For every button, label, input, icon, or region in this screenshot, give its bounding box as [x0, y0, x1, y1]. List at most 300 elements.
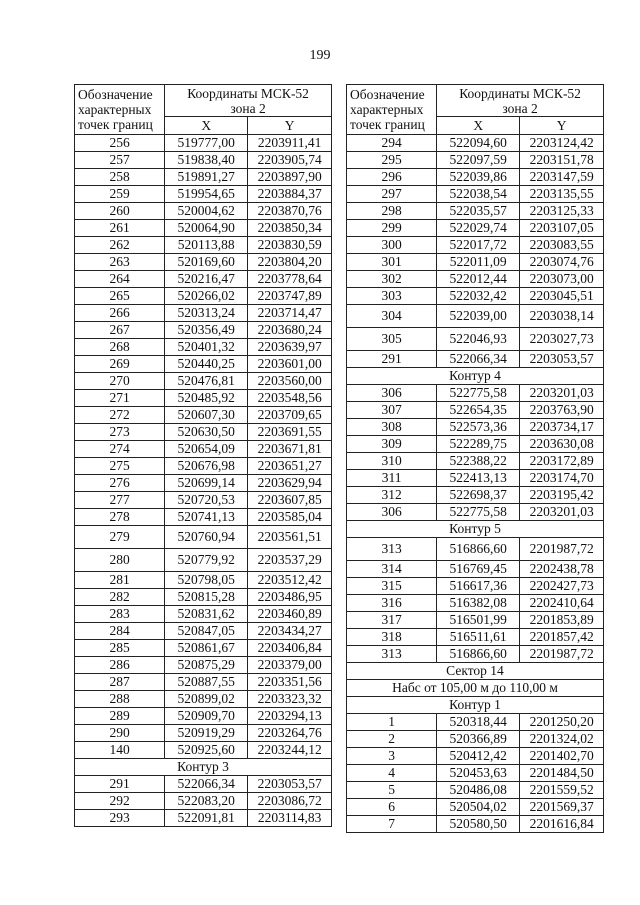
section-row: [347, 663, 604, 680]
x-coordinate-cell: 520366,89: [437, 731, 520, 748]
table-row: [75, 254, 332, 271]
x-coordinate-cell: 522698,37: [437, 487, 520, 504]
x-coordinate-cell: 520169,60: [165, 254, 248, 271]
x-coordinate-cell: 522038,54: [437, 186, 520, 203]
y-coordinate-cell: 2202427,73: [520, 578, 604, 595]
y-coordinate-cell: 2201569,37: [520, 799, 604, 816]
table-body-right: [347, 135, 604, 833]
point-id-cell: 313: [347, 538, 437, 561]
point-id-cell: 7: [347, 816, 437, 833]
section-label: Контур 1: [347, 697, 604, 714]
section-label: Контур 4: [347, 368, 604, 385]
y-coordinate-cell: 2203201,03: [520, 385, 604, 402]
table-row: [347, 305, 604, 328]
section-label: Набс от 105,00 м до 110,00 м: [347, 680, 604, 697]
table-row: [75, 475, 332, 492]
x-coordinate-cell: 516511,61: [437, 629, 520, 646]
y-coordinate-cell: 2203714,47: [248, 305, 332, 322]
x-coordinate-cell: 520831,62: [165, 606, 248, 623]
y-coordinate-cell: 2202438,78: [520, 561, 604, 578]
table-body-left: [75, 135, 332, 827]
x-coordinate-cell: 522289,75: [437, 436, 520, 453]
x-coordinate-cell: 520004,62: [165, 203, 248, 220]
section-label: Контур 5: [347, 521, 604, 538]
x-header: X: [165, 117, 248, 135]
point-id-cell: 311: [347, 470, 437, 487]
y-header: Y: [520, 117, 604, 135]
point-id-cell: 257: [75, 152, 165, 169]
point-id-cell: 313: [347, 646, 437, 663]
x-coordinate-cell: 522066,34: [165, 776, 248, 793]
table-row: [347, 714, 604, 731]
point-id-cell: 260: [75, 203, 165, 220]
table-row: [75, 441, 332, 458]
y-coordinate-cell: 2201559,52: [520, 782, 604, 799]
x-coordinate-cell: 516866,60: [437, 538, 520, 561]
x-header: X: [437, 117, 520, 135]
x-coordinate-cell: 519954,65: [165, 186, 248, 203]
coordinates-header: Координаты МСК-52 зона 2: [165, 85, 332, 117]
y-coordinate-cell: 2203905,74: [248, 152, 332, 169]
x-coordinate-cell: 520861,67: [165, 640, 248, 657]
x-coordinate-cell: 520630,50: [165, 424, 248, 441]
y-coordinate-cell: 2201853,89: [520, 612, 604, 629]
table-row: [347, 595, 604, 612]
x-coordinate-cell: 522388,22: [437, 453, 520, 470]
point-id-cell: 297: [347, 186, 437, 203]
y-coordinate-cell: 2203709,65: [248, 407, 332, 424]
point-id-cell: 278: [75, 509, 165, 526]
y-coordinate-cell: 2203135,55: [520, 186, 604, 203]
point-id-cell: 270: [75, 373, 165, 390]
table-row: [75, 356, 332, 373]
table-row: [347, 504, 604, 521]
x-coordinate-cell: 522039,00: [437, 305, 520, 328]
y-coordinate-cell: 2203460,89: [248, 606, 332, 623]
point-designation-header: Обозначение характерных точек границ: [75, 85, 165, 135]
x-coordinate-cell: 522046,93: [437, 328, 520, 351]
x-coordinate-cell: 520847,05: [165, 623, 248, 640]
point-id-cell: 285: [75, 640, 165, 657]
table-row: [347, 731, 604, 748]
table-row: [347, 646, 604, 663]
y-coordinate-cell: 2203607,85: [248, 492, 332, 509]
point-id-cell: 271: [75, 390, 165, 407]
table-row: [347, 152, 604, 169]
table-row: [75, 407, 332, 424]
x-coordinate-cell: 520875,29: [165, 657, 248, 674]
point-id-cell: 308: [347, 419, 437, 436]
y-coordinate-cell: 2201402,70: [520, 748, 604, 765]
table-row: [347, 237, 604, 254]
y-coordinate-cell: 2202410,64: [520, 595, 604, 612]
section-row: [75, 759, 332, 776]
y-coordinate-cell: 2203512,42: [248, 572, 332, 589]
y-coordinate-cell: 2203560,00: [248, 373, 332, 390]
x-coordinate-cell: 520798,05: [165, 572, 248, 589]
table-row: [347, 402, 604, 419]
x-coordinate-cell: 520485,92: [165, 390, 248, 407]
section-row: [347, 680, 604, 697]
y-coordinate-cell: 2203195,42: [520, 487, 604, 504]
y-coordinate-cell: 2201987,72: [520, 646, 604, 663]
point-id-cell: 275: [75, 458, 165, 475]
point-id-cell: 269: [75, 356, 165, 373]
table-row: [75, 640, 332, 657]
table-row: [347, 436, 604, 453]
x-coordinate-cell: 522035,57: [437, 203, 520, 220]
coordinates-table-right: [346, 84, 604, 833]
x-coordinate-cell: 522775,58: [437, 385, 520, 402]
y-coordinate-cell: 2203201,03: [520, 504, 604, 521]
coordinates-table-left: [74, 84, 332, 827]
section-label: Сектор 14: [347, 663, 604, 680]
x-coordinate-cell: 522012,44: [437, 271, 520, 288]
point-id-cell: 307: [347, 402, 437, 419]
x-coordinate-cell: 520760,94: [165, 526, 248, 549]
y-coordinate-cell: 2203747,89: [248, 288, 332, 305]
point-id-cell: 303: [347, 288, 437, 305]
x-coordinate-cell: 520412,42: [437, 748, 520, 765]
point-id-cell: 261: [75, 220, 165, 237]
table-row: [347, 203, 604, 220]
point-id-cell: 301: [347, 254, 437, 271]
x-coordinate-cell: 520476,81: [165, 373, 248, 390]
x-coordinate-cell: 522029,74: [437, 220, 520, 237]
y-coordinate-cell: 2203629,94: [248, 475, 332, 492]
y-coordinate-cell: 2203294,13: [248, 708, 332, 725]
y-coordinate-cell: 2203651,27: [248, 458, 332, 475]
table-row: [347, 799, 604, 816]
x-coordinate-cell: 522573,36: [437, 419, 520, 436]
y-coordinate-cell: 2203124,42: [520, 135, 604, 152]
point-id-cell: 287: [75, 674, 165, 691]
section-row: [347, 697, 604, 714]
x-coordinate-cell: 520887,55: [165, 674, 248, 691]
x-coordinate-cell: 522032,42: [437, 288, 520, 305]
y-coordinate-cell: 2203323,32: [248, 691, 332, 708]
x-coordinate-cell: 520607,30: [165, 407, 248, 424]
y-coordinate-cell: 2201857,42: [520, 629, 604, 646]
point-id-cell: 289: [75, 708, 165, 725]
x-coordinate-cell: 519838,40: [165, 152, 248, 169]
x-coordinate-cell: 520699,14: [165, 475, 248, 492]
y-coordinate-cell: 2203406,84: [248, 640, 332, 657]
table-row: [347, 351, 604, 368]
x-coordinate-cell: 522039,86: [437, 169, 520, 186]
x-coordinate-cell: 520504,02: [437, 799, 520, 816]
y-coordinate-cell: 2203379,00: [248, 657, 332, 674]
table-row: [75, 373, 332, 390]
table-row: [347, 328, 604, 351]
y-header: Y: [248, 117, 332, 135]
point-id-cell: 2: [347, 731, 437, 748]
point-id-cell: 276: [75, 475, 165, 492]
table-row: [347, 470, 604, 487]
y-coordinate-cell: 2203083,55: [520, 237, 604, 254]
x-coordinate-cell: 520919,29: [165, 725, 248, 742]
point-id-cell: 291: [75, 776, 165, 793]
point-id-cell: 5: [347, 782, 437, 799]
table-row: [347, 816, 604, 833]
x-coordinate-cell: 522654,35: [437, 402, 520, 419]
x-coordinate-cell: 522017,72: [437, 237, 520, 254]
point-id-cell: 274: [75, 441, 165, 458]
x-coordinate-cell: 520720,53: [165, 492, 248, 509]
x-coordinate-cell: 520779,92: [165, 549, 248, 572]
point-id-cell: 293: [75, 810, 165, 827]
y-coordinate-cell: 2203027,73: [520, 328, 604, 351]
table-row: [75, 152, 332, 169]
table-row: [347, 271, 604, 288]
y-coordinate-cell: 2203763,90: [520, 402, 604, 419]
section-label: Контур 3: [75, 759, 332, 776]
table-row: [75, 674, 332, 691]
point-designation-header: Обозначение характерных точек границ: [347, 85, 437, 135]
table-row: [347, 612, 604, 629]
point-id-cell: 266: [75, 305, 165, 322]
table-row: [75, 623, 332, 640]
table-row: [347, 748, 604, 765]
y-coordinate-cell: 2203038,14: [520, 305, 604, 328]
table-row: [347, 135, 604, 152]
point-id-cell: 3: [347, 748, 437, 765]
table-row: [347, 561, 604, 578]
x-coordinate-cell: 522097,59: [437, 152, 520, 169]
y-coordinate-cell: 2203074,76: [520, 254, 604, 271]
page-number: 199: [309, 48, 331, 63]
y-coordinate-cell: 2203351,56: [248, 674, 332, 691]
y-coordinate-cell: 2203486,95: [248, 589, 332, 606]
point-id-cell: 264: [75, 271, 165, 288]
table-row: [75, 810, 332, 827]
point-id-cell: 291: [347, 351, 437, 368]
point-id-cell: 288: [75, 691, 165, 708]
y-coordinate-cell: 2203053,57: [248, 776, 332, 793]
table-row: [75, 572, 332, 589]
y-coordinate-cell: 2203680,24: [248, 322, 332, 339]
point-id-cell: 315: [347, 578, 437, 595]
point-id-cell: 318: [347, 629, 437, 646]
x-coordinate-cell: 522775,58: [437, 504, 520, 521]
point-id-cell: 4: [347, 765, 437, 782]
y-coordinate-cell: 2203172,89: [520, 453, 604, 470]
coordinates-header: Координаты МСК-52 зона 2: [437, 85, 604, 117]
x-coordinate-cell: 516866,60: [437, 646, 520, 663]
point-id-cell: 314: [347, 561, 437, 578]
table-row: [75, 186, 332, 203]
table-row: [75, 742, 332, 759]
point-id-cell: 302: [347, 271, 437, 288]
x-coordinate-cell: 520580,50: [437, 816, 520, 833]
table-row: [347, 765, 604, 782]
point-id-cell: 268: [75, 339, 165, 356]
table-row: [75, 322, 332, 339]
y-coordinate-cell: 2203601,00: [248, 356, 332, 373]
x-coordinate-cell: 520676,98: [165, 458, 248, 475]
y-coordinate-cell: 2203911,41: [248, 135, 332, 152]
table-row: [347, 487, 604, 504]
point-id-cell: 280: [75, 549, 165, 572]
x-coordinate-cell: 522083,20: [165, 793, 248, 810]
y-coordinate-cell: 2203734,17: [520, 419, 604, 436]
table-row: [347, 186, 604, 203]
y-coordinate-cell: 2203778,64: [248, 271, 332, 288]
point-id-cell: 262: [75, 237, 165, 254]
table-row: [75, 606, 332, 623]
y-coordinate-cell: 2203174,70: [520, 470, 604, 487]
point-id-cell: 292: [75, 793, 165, 810]
table-row: [347, 578, 604, 595]
point-id-cell: 306: [347, 385, 437, 402]
table-row: [75, 793, 332, 810]
x-coordinate-cell: 520453,63: [437, 765, 520, 782]
y-coordinate-cell: 2203850,34: [248, 220, 332, 237]
x-coordinate-cell: 520401,32: [165, 339, 248, 356]
x-coordinate-cell: 520064,90: [165, 220, 248, 237]
point-id-cell: 299: [347, 220, 437, 237]
point-id-cell: 259: [75, 186, 165, 203]
table-row: [75, 390, 332, 407]
y-coordinate-cell: 2203671,81: [248, 441, 332, 458]
point-id-cell: 294: [347, 135, 437, 152]
x-coordinate-cell: 520909,70: [165, 708, 248, 725]
y-coordinate-cell: 2203870,76: [248, 203, 332, 220]
x-coordinate-cell: 522094,60: [437, 135, 520, 152]
table-row: [75, 288, 332, 305]
point-id-cell: 283: [75, 606, 165, 623]
table-row: [347, 453, 604, 470]
y-coordinate-cell: 2203830,59: [248, 237, 332, 254]
x-coordinate-cell: 516501,99: [437, 612, 520, 629]
section-row: [347, 521, 604, 538]
x-coordinate-cell: 522413,13: [437, 470, 520, 487]
y-coordinate-cell: 2203537,29: [248, 549, 332, 572]
x-coordinate-cell: 520899,02: [165, 691, 248, 708]
y-coordinate-cell: 2201616,84: [520, 816, 604, 833]
table-row: [347, 220, 604, 237]
table-row: [347, 385, 604, 402]
y-coordinate-cell: 2203151,78: [520, 152, 604, 169]
table-row: [347, 254, 604, 271]
table-row: [75, 237, 332, 254]
point-id-cell: 1: [347, 714, 437, 731]
table-row: [347, 782, 604, 799]
point-id-cell: 140: [75, 742, 165, 759]
point-id-cell: 290: [75, 725, 165, 742]
x-coordinate-cell: 520113,88: [165, 237, 248, 254]
y-coordinate-cell: 2203114,83: [248, 810, 332, 827]
y-coordinate-cell: 2203147,59: [520, 169, 604, 186]
y-coordinate-cell: 2203086,72: [248, 793, 332, 810]
point-id-cell: 281: [75, 572, 165, 589]
table-row: [75, 589, 332, 606]
table-row: [347, 538, 604, 561]
y-coordinate-cell: 2203434,27: [248, 623, 332, 640]
point-id-cell: 272: [75, 407, 165, 424]
x-coordinate-cell: 520654,09: [165, 441, 248, 458]
y-coordinate-cell: 2203804,20: [248, 254, 332, 271]
y-coordinate-cell: 2203073,00: [520, 271, 604, 288]
x-coordinate-cell: 520356,49: [165, 322, 248, 339]
table-row: [75, 305, 332, 322]
table-row: [75, 135, 332, 152]
point-id-cell: 316: [347, 595, 437, 612]
table-row: [75, 220, 332, 237]
x-coordinate-cell: 520440,25: [165, 356, 248, 373]
point-id-cell: 265: [75, 288, 165, 305]
point-id-cell: 256: [75, 135, 165, 152]
x-coordinate-cell: 522066,34: [437, 351, 520, 368]
table-row: [347, 288, 604, 305]
point-id-cell: 286: [75, 657, 165, 674]
x-coordinate-cell: 520815,28: [165, 589, 248, 606]
x-coordinate-cell: 520486,08: [437, 782, 520, 799]
y-coordinate-cell: 2203630,08: [520, 436, 604, 453]
point-id-cell: 305: [347, 328, 437, 351]
y-coordinate-cell: 2203053,57: [520, 351, 604, 368]
x-coordinate-cell: 522091,81: [165, 810, 248, 827]
table-row: [75, 549, 332, 572]
y-coordinate-cell: 2203107,05: [520, 220, 604, 237]
section-row: [347, 368, 604, 385]
point-id-cell: 279: [75, 526, 165, 549]
point-id-cell: 273: [75, 424, 165, 441]
table-row: [75, 203, 332, 220]
table-row: [347, 629, 604, 646]
x-coordinate-cell: 516617,36: [437, 578, 520, 595]
table-row: [75, 339, 332, 356]
point-id-cell: 295: [347, 152, 437, 169]
table-row: [75, 657, 332, 674]
table-row: [75, 492, 332, 509]
y-coordinate-cell: 2201250,20: [520, 714, 604, 731]
y-coordinate-cell: 2201484,50: [520, 765, 604, 782]
y-coordinate-cell: 2203884,37: [248, 186, 332, 203]
table-row: [347, 419, 604, 436]
table-row: [75, 169, 332, 186]
point-id-cell: 298: [347, 203, 437, 220]
point-id-cell: 304: [347, 305, 437, 328]
point-id-cell: 263: [75, 254, 165, 271]
table-row: [75, 725, 332, 742]
y-coordinate-cell: 2203561,51: [248, 526, 332, 549]
table-row: [75, 424, 332, 441]
point-id-cell: 267: [75, 322, 165, 339]
table-row: [75, 271, 332, 288]
y-coordinate-cell: 2201324,02: [520, 731, 604, 748]
x-coordinate-cell: 520266,02: [165, 288, 248, 305]
x-coordinate-cell: 516769,45: [437, 561, 520, 578]
x-coordinate-cell: 520216,47: [165, 271, 248, 288]
point-id-cell: 6: [347, 799, 437, 816]
x-coordinate-cell: 520313,24: [165, 305, 248, 322]
y-coordinate-cell: 2203691,55: [248, 424, 332, 441]
x-coordinate-cell: 522011,09: [437, 254, 520, 271]
y-coordinate-cell: 2201987,72: [520, 538, 604, 561]
y-coordinate-cell: 2203548,56: [248, 390, 332, 407]
x-coordinate-cell: 520318,44: [437, 714, 520, 731]
y-coordinate-cell: 2203125,33: [520, 203, 604, 220]
point-id-cell: 309: [347, 436, 437, 453]
point-id-cell: 296: [347, 169, 437, 186]
y-coordinate-cell: 2203045,51: [520, 288, 604, 305]
point-id-cell: 317: [347, 612, 437, 629]
table-row: [75, 691, 332, 708]
point-id-cell: 277: [75, 492, 165, 509]
x-coordinate-cell: 520925,60: [165, 742, 248, 759]
y-coordinate-cell: 2203585,04: [248, 509, 332, 526]
